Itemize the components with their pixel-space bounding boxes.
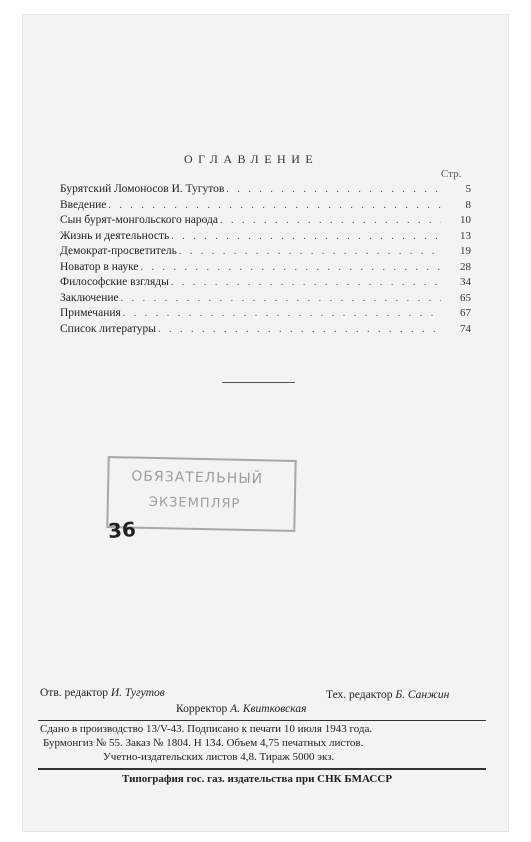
imprint-line-1: Сдано в производство 13/V-43. Подписано к печати 10 июля 1943 года. xyxy=(40,723,373,735)
toc-entry-page: 34 xyxy=(460,276,471,288)
toc-entry-page: 19 xyxy=(460,245,471,257)
leader-dots xyxy=(158,324,441,335)
leader-dots xyxy=(108,200,441,211)
proofreader-name: А. Квитковская xyxy=(230,703,307,715)
section-divider xyxy=(222,382,295,383)
toc-entry-page: 65 xyxy=(460,291,471,304)
editor-name: И. Тугутов xyxy=(110,687,165,699)
handwritten-number: 36 xyxy=(107,517,137,543)
toc-entry xyxy=(60,214,471,230)
leader-dots xyxy=(171,277,441,288)
imprint-line-2: Бурмонгиз № 55. Заказ № 1804. Н 134. Объем 4,75 печатных листов. xyxy=(43,737,364,749)
leader-dots xyxy=(179,246,441,257)
toc-entry xyxy=(60,199,471,215)
page-column-label: Стр. xyxy=(441,168,462,180)
tech-editor-name: Б. Санжин xyxy=(395,689,450,701)
printer-line: Типография гос. газ. издательства при СНК БМАССР xyxy=(122,773,393,785)
leader-dots xyxy=(171,231,441,242)
table-of-contents xyxy=(60,183,471,338)
toc-entry-title: Философские взгляды xyxy=(60,276,169,288)
stamp-line-2: ЭКЗЕМПЛЯР xyxy=(148,494,241,512)
toc-entry xyxy=(60,292,471,308)
toc-entry-title: Сын бурят-монгольского народа xyxy=(60,214,218,226)
proofreader-credit xyxy=(176,703,306,715)
toc-entry-title: Примечания xyxy=(60,307,121,319)
toc-entry-title: Заключение xyxy=(60,291,119,304)
leader-dots xyxy=(141,262,441,273)
toc-entry-title: Бурятский Ломоносов И. Тугутов xyxy=(60,183,225,195)
toc-entry xyxy=(60,323,471,339)
toc-entry-title: Список литературы xyxy=(60,322,156,335)
toc-entry-page: 13 xyxy=(460,229,471,242)
imprint-line-3: Учетно-издательских листов 4,8. Тираж 5000 экз. xyxy=(103,751,335,763)
imprint-bottom-rule xyxy=(38,768,486,770)
toc-entry xyxy=(60,245,471,261)
imprint-top-rule xyxy=(38,720,486,721)
toc-heading: ОГЛАВЛЕНИЕ xyxy=(184,152,319,166)
toc-entry-page: 8 xyxy=(465,198,471,211)
tech-editor-label: Тех. редактор xyxy=(326,689,393,701)
tech-editor-credit xyxy=(326,689,449,701)
leader-dots xyxy=(220,215,441,226)
toc-entry-title: Новатор в науке xyxy=(60,260,139,273)
leader-dots xyxy=(123,308,441,319)
toc-entry-page: 10 xyxy=(460,214,471,226)
editor-credit xyxy=(40,687,165,699)
proofreader-label: Корректор xyxy=(176,703,228,715)
toc-entry-page: 74 xyxy=(460,322,471,335)
leader-dots xyxy=(121,293,441,304)
toc-entry-title: Введение xyxy=(60,198,107,211)
stamp-line-1: ОБЯЗАТЕЛЬНЫЙ xyxy=(131,468,264,488)
toc-entry-page: 67 xyxy=(460,307,471,319)
toc-entry-page: 28 xyxy=(460,260,471,273)
toc-entry xyxy=(60,276,471,292)
toc-entry xyxy=(60,183,471,199)
editor-label: Отв. редактор xyxy=(40,687,108,699)
toc-entry xyxy=(60,261,471,277)
toc-entry xyxy=(60,230,471,246)
toc-entry xyxy=(60,307,471,323)
toc-entry-title: Жизнь и деятельность xyxy=(60,229,170,242)
toc-entry-title: Демократ-просветитель xyxy=(60,245,177,257)
toc-entry-page: 5 xyxy=(465,183,471,195)
leader-dots xyxy=(226,184,441,195)
